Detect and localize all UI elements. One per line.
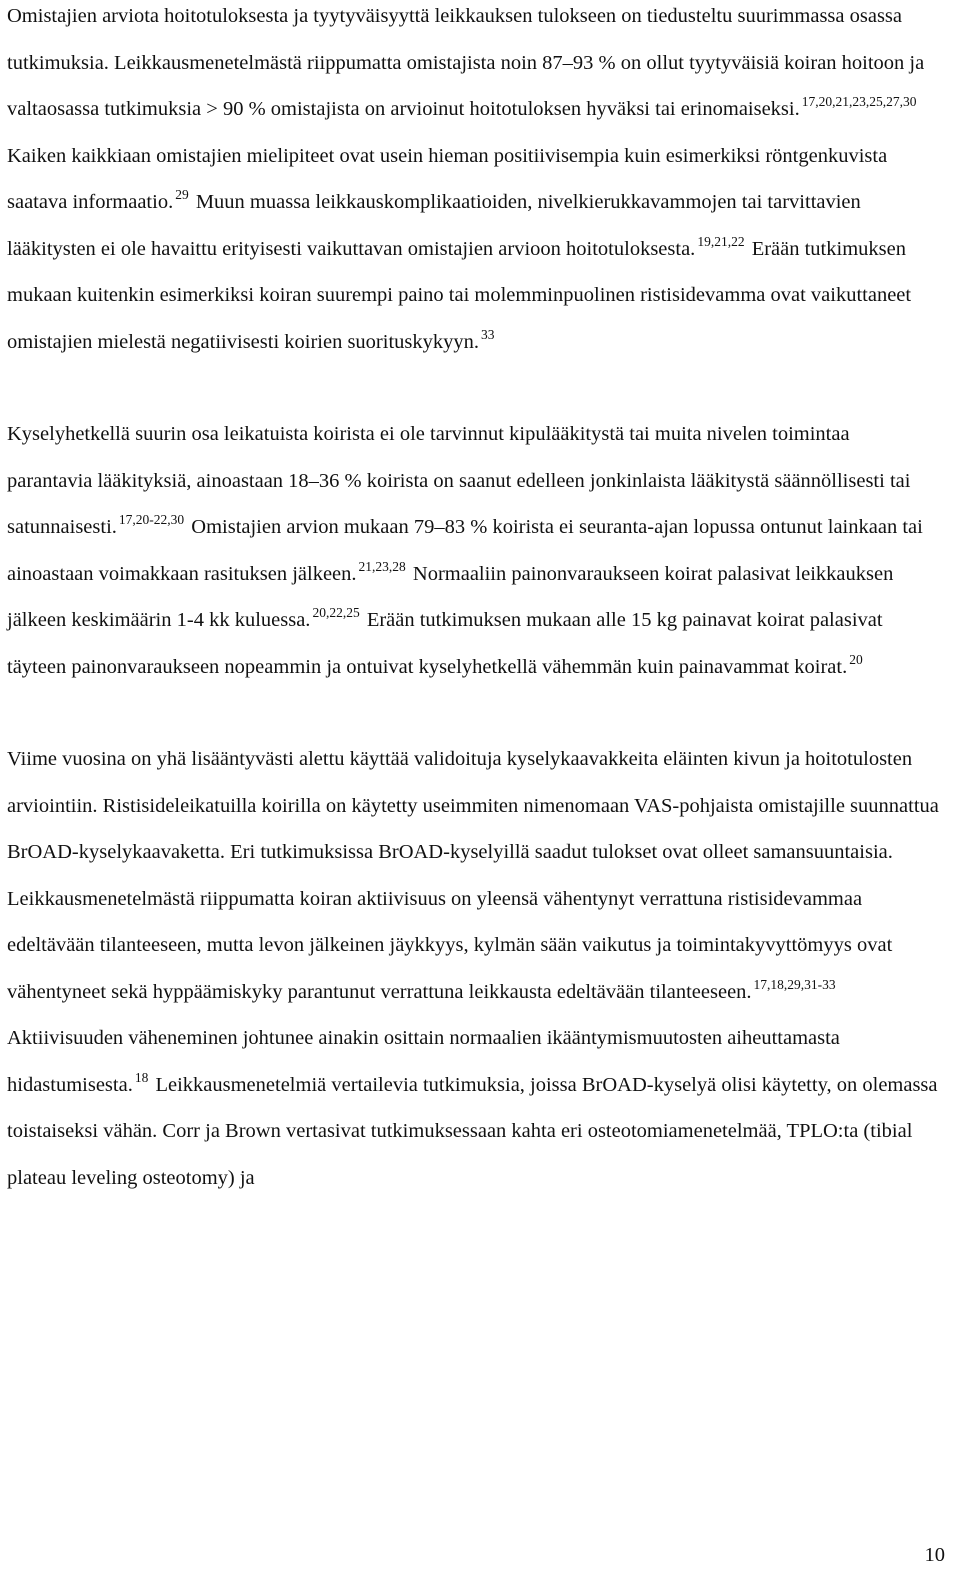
paragraph-1 xyxy=(7,0,940,365)
paragraph-text: Kyselyhetkellä suurin osa leikatuista koirista ei ole tarvinnut kipulääkitystä tai muita nivelen toimintaa parantavia lääkityksiä, ainoastaan 18–36 % koirista on saanut edelleen jonkinlaista lääkitystä säännöllisesti tai satunnaisesti. xyxy=(7,423,911,538)
paragraph-text: Muun muassa leikkauskomplikaatioiden, nivelkierukkavammojen tai tarvittavien lääkitysten ei ole havaittu erityisesti vaikuttavan omistajien arvioon hoitotuloksesta. xyxy=(7,191,861,260)
citation-reference: 18 xyxy=(134,1069,149,1085)
paragraph-text: Normaaliin painonvaraukseen koirat palasivat leikkauksen jälkeen keskimäärin 1-4 kk kuluessa. xyxy=(7,562,894,631)
citation-reference: 21,23,28 xyxy=(358,558,406,574)
paragraph-text: Omistajien arvion mukaan 79–83 % koirista ei seuranta-ajan lopussa ontunut lainkaan tai ainoastaan voimakkaan rasituksen jälkeen. xyxy=(7,516,923,585)
paragraph-text: Omistajien arviota hoitotuloksesta ja tyytyväisyyttä leikkauksen tulokseen on tiedusteltu suurimmassa osassa tutkimuksia. Leikkausmenetelmästä riippumatta omistajista noin 87–93 % on ollut tyytyväisiä koiran hoitoon ja valtaosassa tutkimuksia > 90 % omistajista on arvioinut hoitotuloksen hyväksi tai erinomaiseksi. xyxy=(7,5,925,120)
citation-reference: 33 xyxy=(481,326,495,342)
citation-reference: 19,21,22 xyxy=(697,233,745,249)
citation-reference: 17,20-22,30 xyxy=(118,512,185,527)
paragraph-3 xyxy=(7,736,940,1201)
paragraph-2 xyxy=(7,411,940,690)
paragraph-text: Aktiivisuuden väheneminen johtunee ainakin osittain normaalien ikääntymismuutosten aiheuttamasta hidastumisesta. xyxy=(7,1027,840,1096)
paragraph-text: Erään tutkimuksen mukaan kuitenkin esimerkiksi koiran suurempi paino tai molemminpuolinen ristisidevamma ovat vaikuttaneet omistajien mielestä negatiivisesti koirien suorituskykyyn. xyxy=(7,237,912,353)
page-number: 10 xyxy=(924,1544,945,1566)
paragraph-text: Leikkausmenetelmiä vertailevia tutkimuksia, joissa BrOAD-kyselyä olisi käytetty, on olemassa toistaiseksi vähän. Corr ja Brown vertasivat tutkimuksessaan kahta eri osteotomiamenetelmää, TPLO:ta (tibial plateau leveling osteotomy) ja xyxy=(7,1073,938,1189)
paragraph-text: Kaiken kaikkiaan omistajien mielipiteet ovat usein hieman positiivisempia kuin esimerkiksi röntgenkuvista saatava informaatio. xyxy=(7,144,888,213)
citation-reference: 29 xyxy=(175,187,189,202)
citation-reference: 20,22,25 xyxy=(312,605,360,620)
citation-reference: 20 xyxy=(849,651,863,667)
paragraph-text: Viime vuosina on yhä lisääntyvästi alettu käyttää validoituja kyselykaavakkeita eläinten kivun ja hoitotulosten arviointiin. Ristisideleikatuilla koirilla on käytetty useimmiten nimenomaan VAS-pohjaista omistajille suunnattua BrOAD-kyselykaavaketta. Eri tutkimuksissa BrOAD-kyselyillä saadut tulokset ovat olleet samansuuntaisia. Leikkausmenetelmästä riippumatta koiran aktiivisuus on yleensä vähentynyt verrattuna ristisidevammaa edeltävään tilanteeseen, mutta levon jälkeinen jäykkyys, kylmän sään vaikutus ja toimintakyvyttömyys ovat vähentyneet sekä hyppäämiskyky parantunut verrattuna leikkausta edeltävään tilanteeseen. xyxy=(7,748,939,1003)
paragraph-text: Erään tutkimuksen mukaan alle 15 kg painavat koirat palasivat täyteen painonvaraukseen nopeammin ja ontuivat kyselyhetkellä vähemmän kuin painavammat koirat. xyxy=(7,609,883,678)
citation-reference: 17,20,21,23,25,27,30 xyxy=(801,94,917,109)
citation-reference: 17,18,29,31-33 xyxy=(753,976,836,992)
body-text xyxy=(7,0,940,1201)
